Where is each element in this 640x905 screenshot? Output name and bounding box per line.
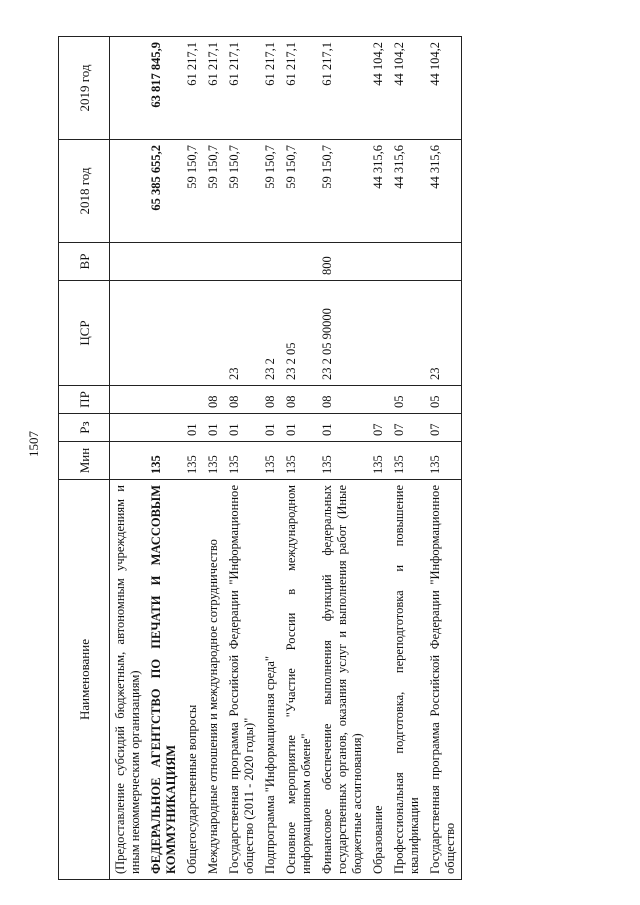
row-pr: [146, 386, 182, 414]
column-header-vr: ВР: [59, 243, 110, 281]
row-name: Финансовое обеспечение выполнения функций федеральных государственных органов, оказания услуг и выполнения работ (Иные бюджетные ассигнования): [317, 480, 368, 880]
row-2018: 44 315,6: [389, 140, 425, 243]
row-2019: 44 104,2: [425, 37, 462, 140]
table-row: [317, 37, 368, 880]
row-rz: 07: [425, 414, 462, 442]
row-min: 135: [260, 442, 281, 480]
row-name: (Предоставление субсидий бюджетным, автономным учреждениям и иным некоммерческим организациям): [110, 480, 147, 880]
row-csr: 23 2 05 90000: [317, 281, 368, 386]
row-2019: 61 217,1: [203, 37, 224, 140]
column-header-name: Наименование: [59, 480, 110, 880]
row-csr: 23: [224, 281, 260, 386]
column-header-2019: 2019 год: [59, 37, 110, 140]
row-min: 135: [425, 442, 462, 480]
row-rz: 01: [182, 414, 203, 442]
table-row: [281, 37, 317, 880]
row-vr: [182, 243, 203, 281]
row-min: 135: [281, 442, 317, 480]
row-rz: 01: [281, 414, 317, 442]
row-2019: 61 217,1: [182, 37, 203, 140]
row-2018: 44 315,6: [368, 140, 389, 243]
row-min: 135: [224, 442, 260, 480]
row-min: 135: [368, 442, 389, 480]
row-pr: 05: [425, 386, 462, 414]
row-vr: [368, 243, 389, 281]
row-vr: [203, 243, 224, 281]
column-header-min: Мин: [59, 442, 110, 480]
page-number: 1507: [26, 431, 41, 457]
row-rz: [110, 414, 147, 442]
row-rz: 01: [203, 414, 224, 442]
row-2018: 59 150,7: [203, 140, 224, 243]
row-pr: [182, 386, 203, 414]
row-rz: 07: [389, 414, 425, 442]
row-name: Общегосударственные вопросы: [182, 480, 203, 880]
row-csr: 23: [425, 281, 462, 386]
row-vr: [281, 243, 317, 281]
row-2019: 61 217,1: [317, 37, 368, 140]
row-pr: 08: [317, 386, 368, 414]
row-name: Образование: [368, 480, 389, 880]
table-row: [425, 37, 462, 880]
row-csr: [389, 281, 425, 386]
row-rz: [146, 414, 182, 442]
row-2019: 61 217,1: [260, 37, 281, 140]
row-name: Государственная программа Российской Федерации "Информационное общество: [425, 480, 462, 880]
table-row: [203, 37, 224, 880]
row-2019: [110, 37, 147, 140]
row-rz: 01: [260, 414, 281, 442]
row-2018: 59 150,7: [182, 140, 203, 243]
table-row: [368, 37, 389, 880]
row-pr: 08: [203, 386, 224, 414]
row-min: 135: [203, 442, 224, 480]
row-2018: 65 385 655,2: [146, 140, 182, 243]
row-min: 135: [146, 442, 182, 480]
row-rz: 01: [317, 414, 368, 442]
column-header-rz: Рз: [59, 414, 110, 442]
row-rz: 07: [368, 414, 389, 442]
row-name: Международные отношения и международное сотрудничество: [203, 480, 224, 880]
row-csr: 23 2 05: [281, 281, 317, 386]
row-min: 135: [389, 442, 425, 480]
row-pr: 08: [260, 386, 281, 414]
row-vr: [425, 243, 462, 281]
row-pr: 05: [389, 386, 425, 414]
table-row: [182, 37, 203, 880]
row-2018: 59 150,7: [281, 140, 317, 243]
row-2018: [110, 140, 147, 243]
budget-table: [58, 36, 462, 880]
row-2019: 63 817 845,9: [146, 37, 182, 140]
row-2019: 61 217,1: [224, 37, 260, 140]
row-2019: 44 104,2: [389, 37, 425, 140]
table-row: [224, 37, 260, 880]
row-min: 135: [317, 442, 368, 480]
row-name: Профессиональная подготовка, переподготовка и повышение квалификации: [389, 480, 425, 880]
row-2018: 59 150,7: [260, 140, 281, 243]
row-2018: 59 150,7: [224, 140, 260, 243]
rotated-page-content: [58, 37, 588, 880]
row-vr: 800: [317, 243, 368, 281]
column-header-pr: ПР: [59, 386, 110, 414]
column-header-csr: ЦСР: [59, 281, 110, 386]
row-csr: [368, 281, 389, 386]
row-csr: [182, 281, 203, 386]
table-row: [110, 37, 147, 880]
row-rz: 01: [224, 414, 260, 442]
row-2019: 61 217,1: [281, 37, 317, 140]
row-pr: [368, 386, 389, 414]
row-vr: [260, 243, 281, 281]
row-name: Государственная программа Российской Федерации "Информационное общество (2011 - 2020 годы)": [224, 480, 260, 880]
row-min: 135: [182, 442, 203, 480]
row-vr: [224, 243, 260, 281]
table-row: [260, 37, 281, 880]
row-pr: 08: [224, 386, 260, 414]
table-header-row: [59, 37, 110, 880]
row-name: Подпрограмма "Информационная среда": [260, 480, 281, 880]
row-csr: [110, 281, 147, 386]
column-header-2018: 2018 год: [59, 140, 110, 243]
row-name: Основное мероприятие "Участие России в международном информационном обмене": [281, 480, 317, 880]
row-csr: [146, 281, 182, 386]
row-2018: 59 150,7: [317, 140, 368, 243]
table-row: [146, 37, 182, 880]
row-vr: [110, 243, 147, 281]
row-min: [110, 442, 147, 480]
table-row: [389, 37, 425, 880]
row-csr: [203, 281, 224, 386]
row-pr: 08: [281, 386, 317, 414]
row-2018: 44 315,6: [425, 140, 462, 243]
row-vr: [146, 243, 182, 281]
row-name: ФЕДЕРАЛЬНОЕ АГЕНТСТВО ПО ПЕЧАТИ И МАССОВЫМ КОММУНИКАЦИЯМ: [146, 480, 182, 880]
row-csr: 23 2: [260, 281, 281, 386]
row-2019: 44 104,2: [368, 37, 389, 140]
row-pr: [110, 386, 147, 414]
row-vr: [389, 243, 425, 281]
